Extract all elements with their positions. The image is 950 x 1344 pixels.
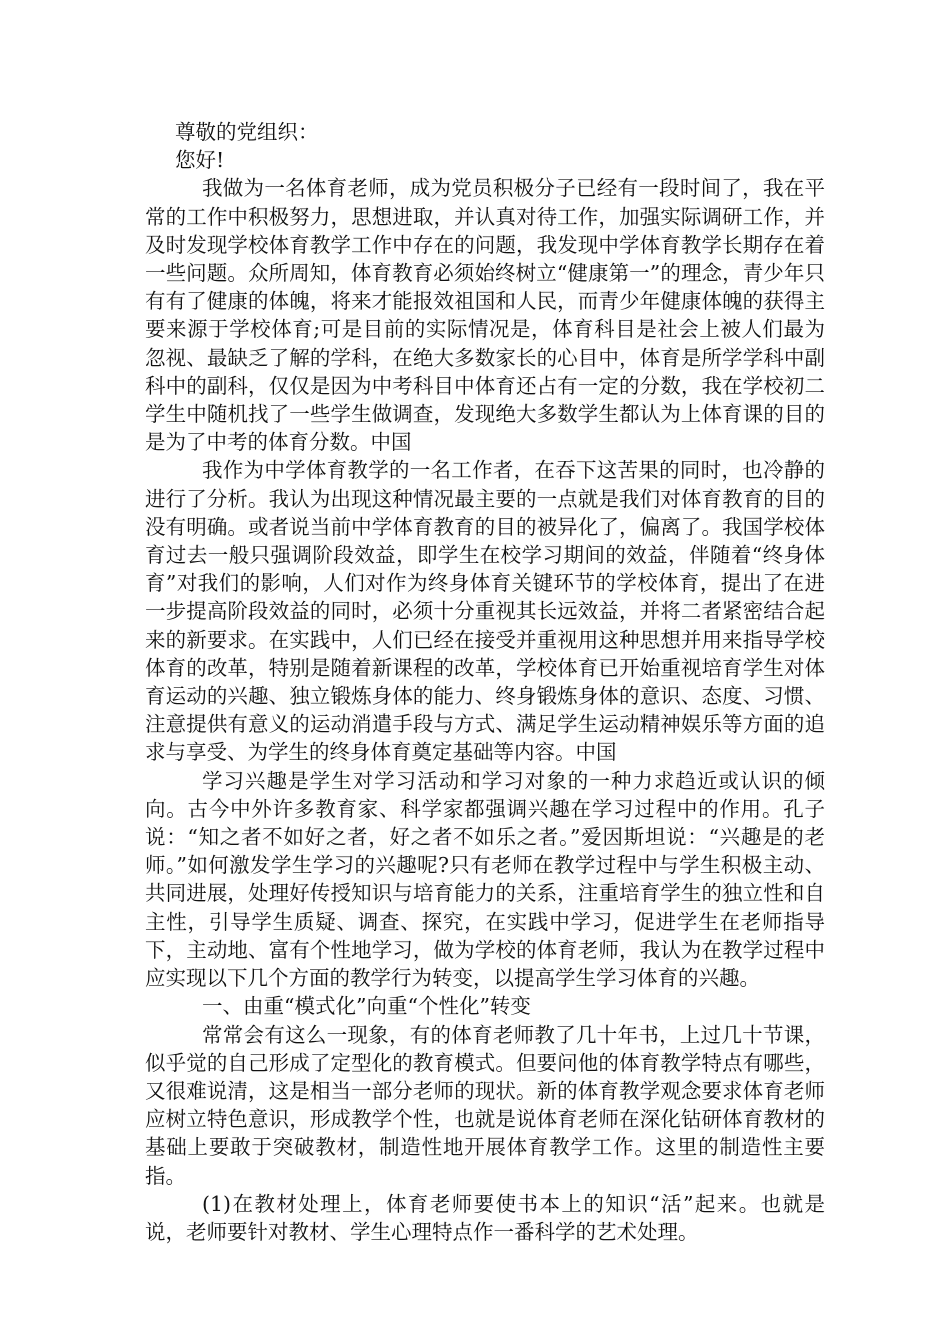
paragraph-3: 学习兴趣是学生对学习活动和学习对象的一种力求趋近或认识的倾向。古今中外许多教育家、科学家都强调兴趣在学习过程中的作用。孔子说：“知之者不如好之者，好之者不如乐之者。”爱因斯坦说：“兴趣是的老师。”如何激发学生学习的兴趣呢?只有老师在教学过程中与学生积极主动、共同进展，处理好传授知识与培育能力的关系，注重培育学生的独立性和自主性，引导学生质疑、调查、探究，在实践中学习，促进学生在老师指导下，主动地、富有个性地学习，做为学校的体育老师，我认为在教学过程中应实现以下几个方面的教学行为转变，以提高学生学习体育的兴趣。 [145,768,825,991]
letter-body [145,118,825,1246]
paragraph-5: (1)在教材处理上，体育老师要使书本上的知识“活”起来。也就是说，老师要针对教材、学生心理特点作一番科学的艺术处理。 [145,1191,825,1244]
greeting: 您好! [175,148,225,173]
section-heading: 一、由重“模式化”向重“个性化”转变 [202,994,531,1019]
salutation: 尊敬的党组织： [175,120,319,144]
paragraph-2: 我作为中学体育教学的一名工作者，在吞下这苦果的同时，也冷静的进行了分析。我认为出现这种情况最主要的一点就是我们对体育教育的目的没有明确。或者说当前中学体育教育的目的被异化了，偏离了。我国学校体育过去一般只强调阶段效益，即学生在校学习期间的效益，伴随着“终身体育”对我们的影响，人们对作为终身体育关键环节的学校体育，提出了在进一步提高阶段效益的同时，必须十分重视其长远效益，并将二者紧密结合起来的新要求。在实践中，人们已经在接受并重视用这种思想并用来指导学校体育的改革，特别是随着新课程的改革，学校体育已开始重视培育学生对体育运动的兴趣、独立锻炼身体的能力、终身锻炼身体的意识、态度、习惯、注意提供有意义的运动消遣手段与方式、满足学生运动精神娱乐等方面的追求与享受、为学生的终身体育奠定基础等内容。中国 [145,458,825,765]
paragraph-4: 常常会有这么一现象，有的体育老师教了几十年书，上过几十节课，似乎觉的自己形成了定型化的教育模式。但要问他的体育教学特点有哪些，又很难说清，这是相当一部分老师的现状。新的体育教学观念要求体育老师应树立特色意识，形成教学个性，也就是说体育老师在深化钻研体育教材的基础上要敢于突破教材，制造性地开展体育教学工作。这里的制造性主要指。 [145,1022,825,1188]
paragraph-1: 我做为一名体育老师，成为党员积极分子已经有一段时间了，我在平常的工作中积极努力，思想进取，并认真对待工作，加强实际调研工作，并及时发现学校体育教学工作中存在的问题，我发现中学体育教学长期存在着一些问题。众所周知，体育教育必须始终树立“健康第一”的理念，青少年只有有了健康的体魄，将来才能报效祖国和人民，而青少年健康体魄的获得主要来源于学校体育;可是目前的实际情况是，体育科目是社会上被人们最为忽视、最缺乏了解的学科，在绝大多数家长的心目中，体育是所学学科中副科中的副科，仅仅是因为中考科目中体育还占有一定的分数，我在学校初二学生中随机找了一些学生做调查，发现绝大多数学生都认为上体育课的目的是为了中考的体育分数。中国 [145,176,825,455]
